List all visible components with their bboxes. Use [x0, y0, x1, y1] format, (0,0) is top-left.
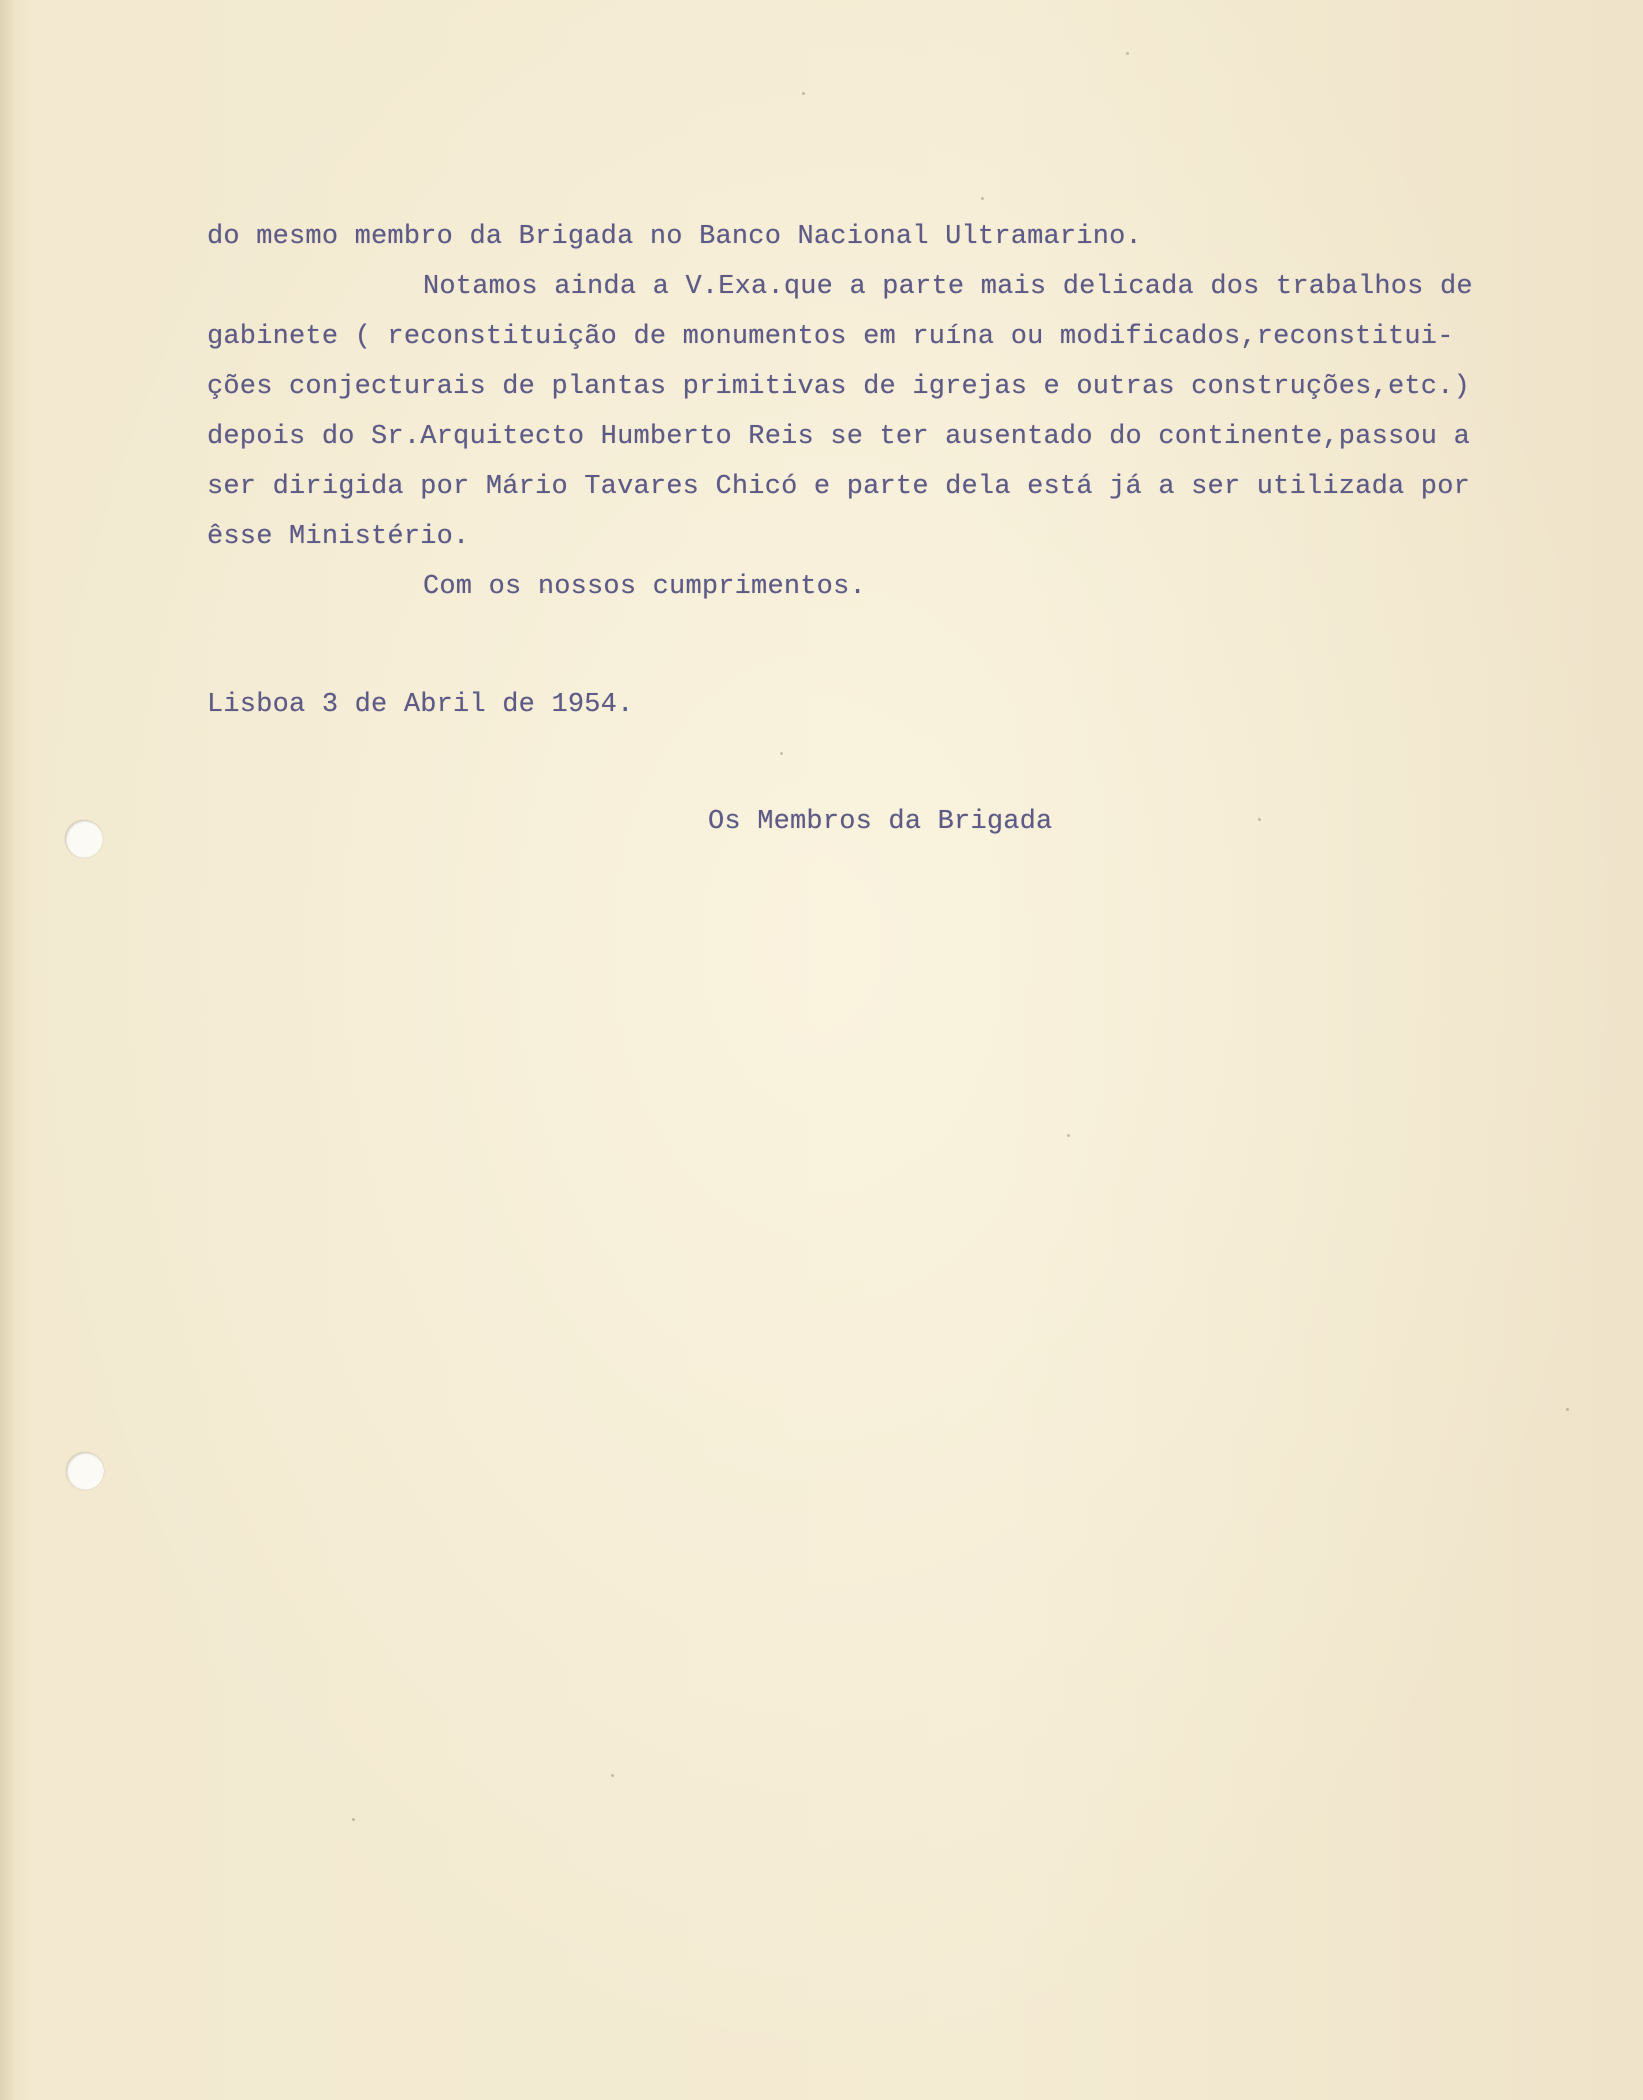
letter-body-line-1: do mesmo membro da Brigada no Banco Nacional Ultramarino. — [207, 222, 1142, 252]
paper-speck — [1566, 1408, 1569, 1411]
paper-speck — [802, 92, 805, 95]
letter-closing: Com os nossos cumprimentos. — [423, 572, 866, 602]
paper-speck — [352, 1818, 355, 1821]
paper-speck — [780, 752, 783, 755]
binder-hole-top — [65, 820, 103, 858]
paper-speck — [981, 197, 984, 200]
binder-hole-bottom — [66, 1452, 104, 1490]
paper-speck — [1126, 52, 1129, 55]
paper-left-edge — [0, 0, 14, 2100]
letter-body-line-2: Notamos ainda a V.Exa.que a parte mais delicada dos trabalhos de — [423, 272, 1473, 302]
letter-body-line-5: depois do Sr.Arquitecto Humberto Reis se ter ausentado do continente,passou a — [207, 422, 1471, 452]
letter-body-line-7: êsse Ministério. — [207, 522, 470, 552]
letter-body-line-3: gabinete ( reconstituição de monumentos em ruína ou modificados,reconstitui- — [207, 322, 1454, 352]
paper-speck — [1067, 1134, 1070, 1137]
letter-signature: Os Membros da Brigada — [708, 807, 1053, 837]
paper-speck — [611, 1774, 614, 1777]
paper-speck — [1258, 818, 1261, 821]
letter-date: Lisboa 3 de Abril de 1954. — [207, 690, 634, 720]
letter-body-line-6: ser dirigida por Mário Tavares Chicó e parte dela está já a ser utilizada por — [207, 472, 1471, 502]
letter-body-line-4: ções conjecturais de plantas primitivas de igrejas e outras construções,etc.) — [207, 372, 1471, 402]
